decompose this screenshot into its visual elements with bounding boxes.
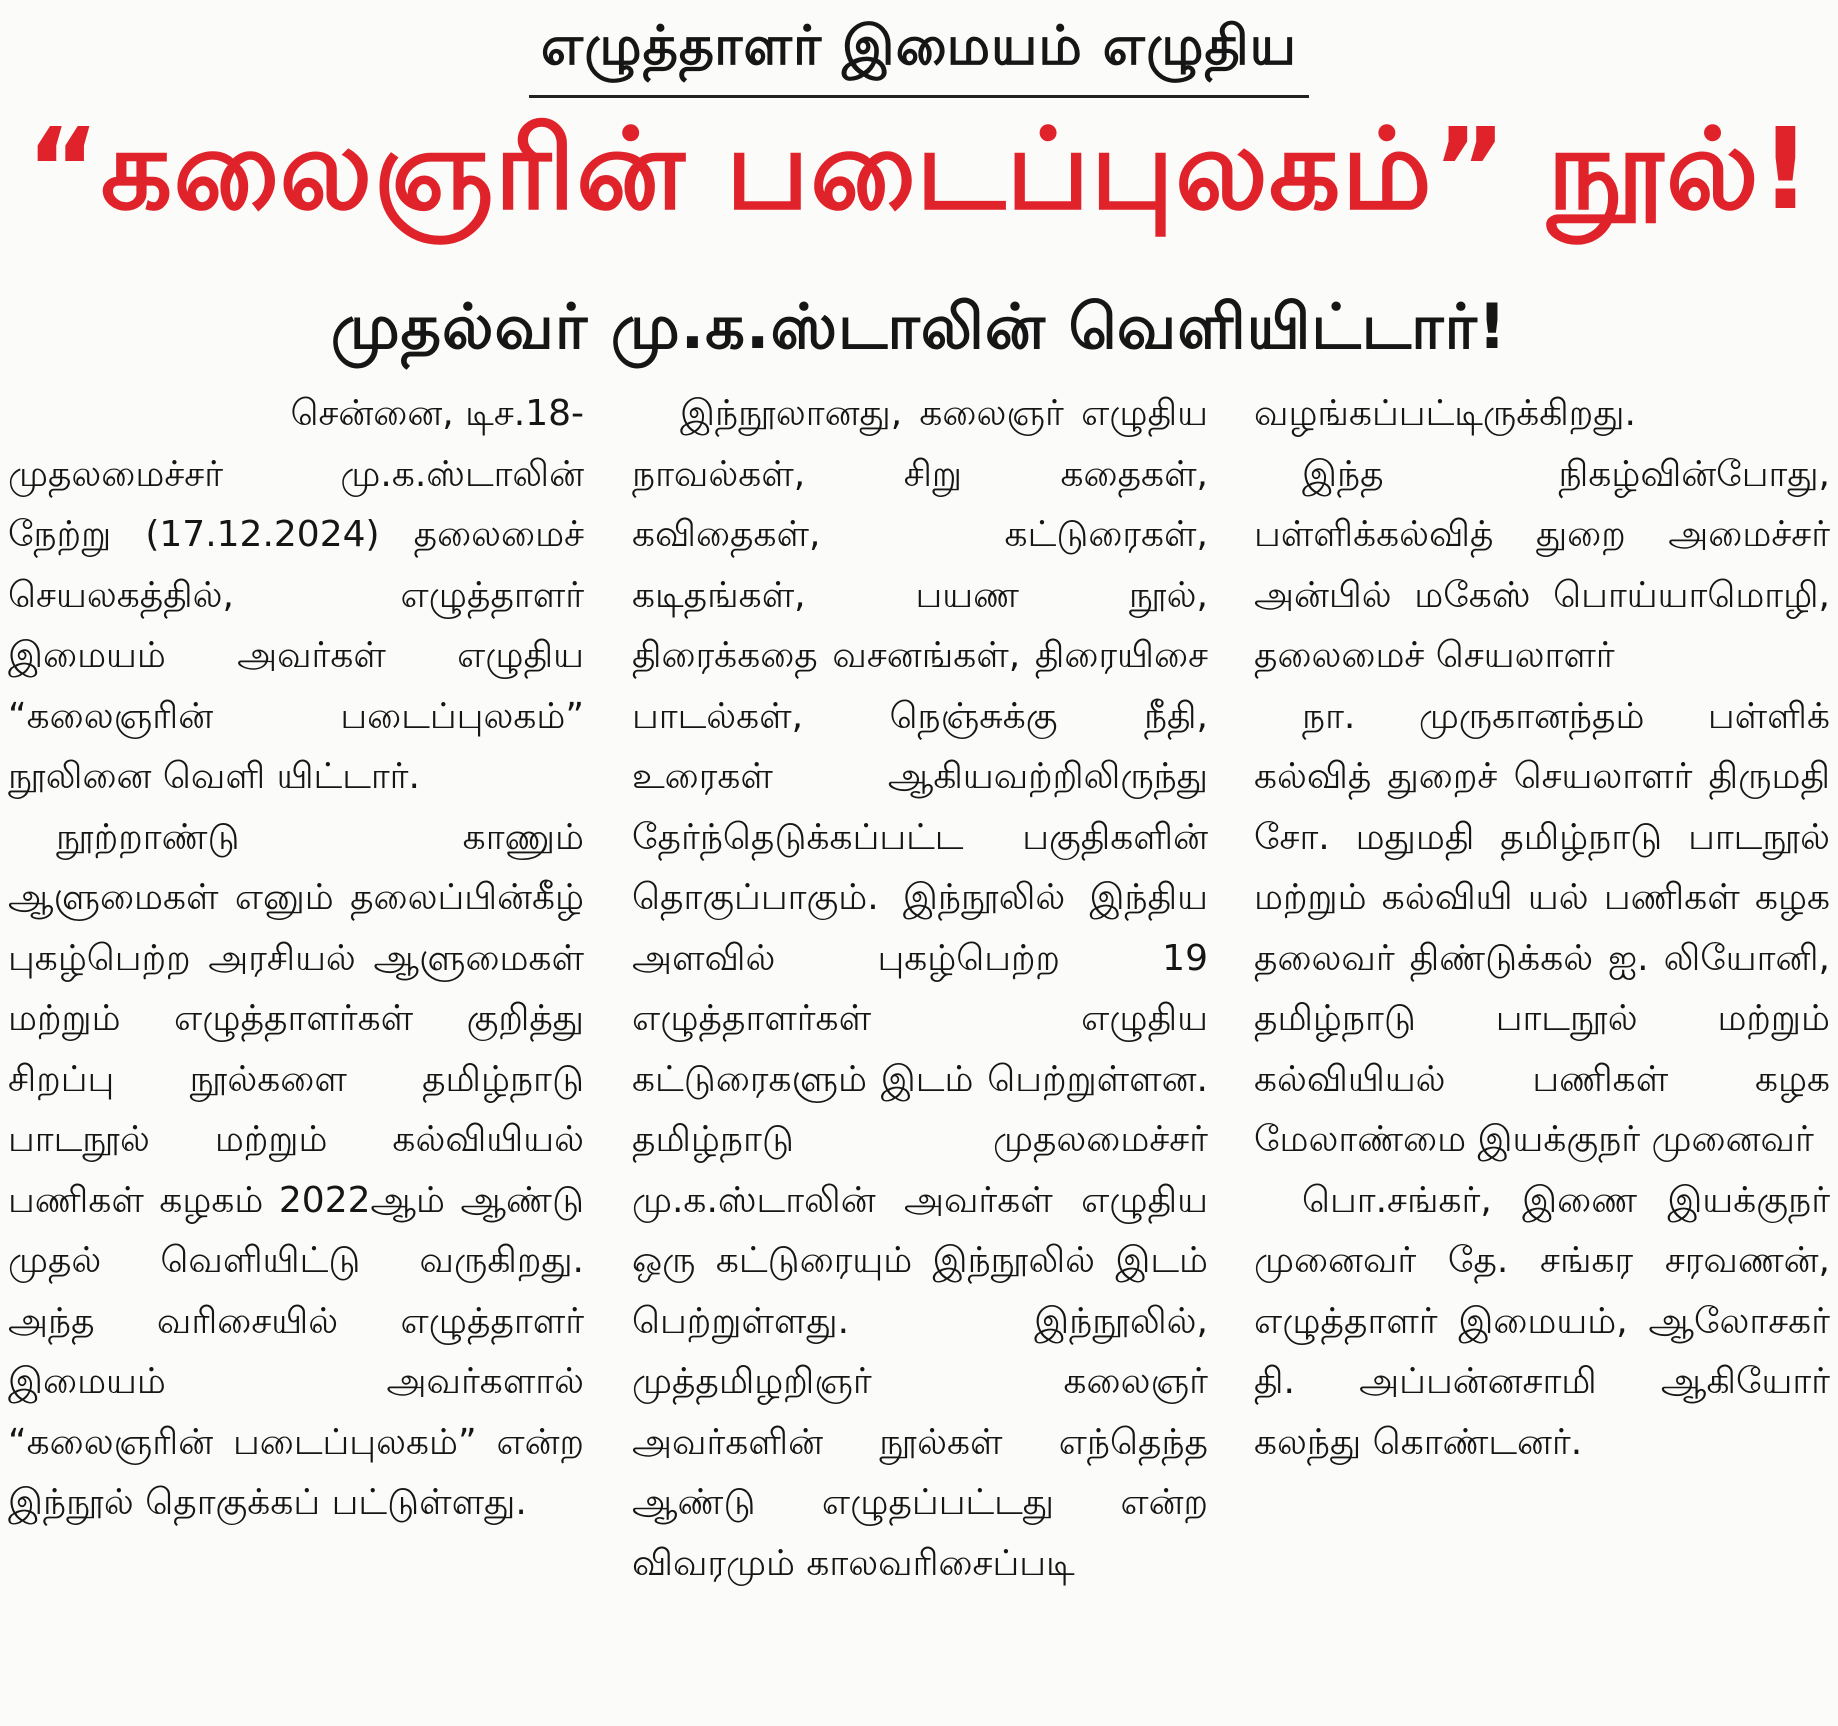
article-column-2 [632, 384, 1208, 1714]
article-column-3 [1254, 384, 1830, 1714]
paragraph: இந்த நிகழ்வின்போது, பள்ளிக்கல்வித் துறை அமைச்சர் அன்பில் மகேஸ் பொய்யாமொழி, தலைமைச் செயலாளர் [1254, 453, 1830, 676]
paragraph: முதலமைச்சர் மு.க.ஸ்டாலின் நேற்று (17.12.2024) தலைமைச் செயலகத்தில், எழுத்தாளர் இமையம் அவர்கள் எழுதிய “கலைஞரின் படைப்புலகம்” நூலினை வெளி யிட்டார். [8, 453, 584, 797]
headline: “கலைஞரின் படைப்புலகம்” நூல்! [26, 105, 1812, 235]
paragraph: வழங்கப்பட்டிருக்கிறது. [1254, 393, 1636, 434]
paragraph: நூற்றாண்டு காணும் ஆளுமைகள் எனும் தலைப்பின்கீழ் புகழ்பெற்ற அரசியல் ஆளுமைகள் மற்றும் எழுத்தாளர்கள் குறித்து சிறப்பு நூல்களை தமிழ்நாடு பாடநூல் மற்றும் கல்வியியல் பணிகள் கழகம் 2022ஆம் ஆண்டு முதல் வெளியிட்டு வருகிறது. அந்த வரிசையில் எழுத்தாளர் இமையம் அவர்களால் “கலைஞரின் படைப்புலகம்” என்ற இந்நூல் தொகுக்கப் பட்டுள்ளது. [8, 816, 584, 1523]
article-column-1 [8, 384, 584, 1714]
dateline: சென்னை, டிச.18- [290, 393, 584, 434]
kicker-line [0, 14, 1838, 98]
paragraph: நா. முருகானந்தம் பள்ளிக் கல்வித் துறைச் செயலாளர் திருமதி சோ. மதுமதி தமிழ்நாடு பாடநூல் மற்றும் கல்வியி யல் பணிகள் கழக தலைவர் திண்டுக்கல் ஐ. லியோனி, தமிழ்நாடு பாடநூல் மற்றும் கல்வியியல் பணிகள் கழக மேலாண்மை இயக்குநர் முனைவர் [1254, 695, 1830, 1160]
subheadline: முதல்வர் மு.க.ஸ்டாலின் வெளியிட்டார்! [330, 290, 1508, 363]
paragraph: பொ.சங்கர், இணை இயக்குநர் முனைவர் தே. சங்கர சரவணன், எழுத்தாளர் இமையம், ஆலோசகர் தி. அப்பன்னசாமி ஆகியோர் கலந்து கொண்டனர். [1254, 1179, 1830, 1463]
paragraph: இந்நூலானது, கலைஞர் எழுதிய நாவல்கள், சிறு கதைகள், கவிதைகள், கட்டுரைகள், கடிதங்கள், பயண நூல், திரைக்கதை வசனங்கள், திரையிசை பாடல்கள், நெஞ்சுக்கு நீதி, உரைகள் ஆகியவற்றிலிருந்து தேர்ந்தெடுக்கப்பட்ட பகுதிகளின் தொகுப்பாகும். இந்நூலில் இந்திய அளவில் புகழ்பெற்ற 19 எழுத்தாளர்கள் எழுதிய கட்டுரைகளும் இடம் பெற்றுள்ளன. தமிழ்நாடு முதலமைச்சர் மு.க.ஸ்டாலின் அவர்கள் எழுதிய ஒரு கட்டுரையும் இந்நூலில் இடம் பெற்றுள்ளது. இந்நூலில், முத்தமிழறிஞர் கலைஞர் அவர்களின் நூல்கள் எந்தெந்த ஆண்டு எழுதப்பட்டது என்ற விவரமும் காலவரிசைப்படி [632, 393, 1208, 1584]
kicker-text: எழுத்தாளர் இமையம் எழுதிய [529, 14, 1309, 98]
